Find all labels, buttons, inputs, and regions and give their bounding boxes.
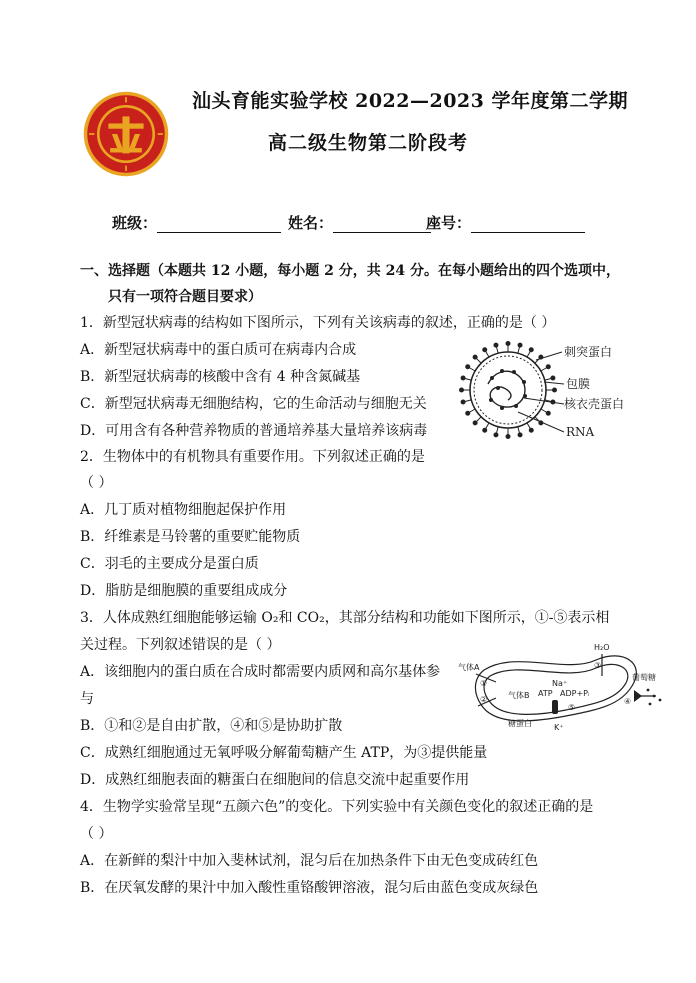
q4-stem: 4．生物学实验常呈现“五颜六色”的变化。下列实验中有关颜色变化的叙述正确的是 — [80, 799, 594, 815]
class-field[interactable] — [112, 212, 281, 233]
label-atp: ATP — [538, 689, 553, 698]
q3-option-a[interactable]: A．该细胞内的蛋白质在合成时都需要内质网和高尔基体参 — [80, 664, 441, 680]
class-label: 班级： — [112, 214, 158, 232]
spike-protein-head — [518, 433, 522, 437]
q2-option-a[interactable]: A．几丁质对植物细胞起保护作用 — [80, 502, 287, 518]
spike-protein-mark — [486, 351, 490, 357]
q3-stem-cont: 关过程。下列叙述错误的是（ ） — [80, 637, 281, 653]
q3-option-b[interactable]: B．①和②是自由扩散，④和⑤是协助扩散 — [80, 718, 343, 734]
spike-protein-head — [460, 388, 464, 392]
spike-protein-head — [461, 400, 465, 404]
label-gas-a: 气体A — [458, 663, 480, 672]
name-label: 姓名： — [288, 214, 334, 232]
spike-protein-mark — [518, 347, 520, 354]
q3-stem: 3．人体成熟红细胞能够运输 O₂和 CO₂，其部分结构和功能如下图所示，①-⑤表示相 — [80, 610, 610, 626]
spike-protein-mark — [476, 417, 481, 422]
q1-option-b[interactable]: B．新型冠状病毒的核酸中含有 4 种含氮碱基 — [80, 369, 361, 385]
q3-option-a-cont: 与 — [80, 691, 94, 707]
seat-label: 座号： — [426, 214, 472, 232]
exam-title-line2: 高二级生物第二阶段考 — [268, 132, 469, 154]
q4-option-b[interactable]: B．在厌氧发酵的果汁中加入酸性重铬酸钾溶液，混匀后由蓝色变成灰绿色 — [80, 880, 539, 896]
spike-protein-head — [506, 342, 510, 346]
q2-option-b[interactable]: B．纤维素是马铃薯的重要贮能物质 — [80, 529, 301, 545]
exam-title-line1: 汕头育能实验学校 2022—2023 学年度第二学期 — [192, 90, 628, 112]
spike-protein-mark — [545, 378, 552, 380]
q3-option-d[interactable]: D．成熟红细胞表面的糖蛋白在细胞间的信息交流中起重要作用 — [80, 772, 470, 788]
spike-protein-head — [494, 343, 498, 347]
spike-protein-mark — [476, 358, 481, 363]
label-step-1: ① — [480, 679, 488, 688]
label-water: H₂O — [594, 643, 610, 652]
label-gas-b: 气体B — [508, 691, 530, 700]
spike-protein-mark — [465, 378, 472, 380]
label-rna: RNA — [566, 425, 595, 439]
q2-option-d[interactable]: D．脂肪是细胞膜的重要组成成分 — [80, 583, 288, 599]
spike-protein-mark — [527, 351, 531, 357]
spike-protein-mark — [527, 423, 531, 429]
label-k: K⁺ — [554, 723, 564, 732]
label-glucose: 葡萄糖 — [632, 673, 656, 682]
spike-protein-mark — [541, 368, 547, 372]
spike-protein-head — [483, 348, 487, 352]
q1-option-c[interactable]: C．新型冠状病毒无细胞结构，它的生命活动与细胞无关 — [80, 396, 427, 412]
label-adp-pi: ADP+Pᵢ — [560, 689, 590, 698]
q2-option-c[interactable]: C．羽毛的主要成分是蛋白质 — [80, 556, 259, 572]
spike-protein-head — [466, 365, 470, 369]
label-spike-protein: 刺突蛋白 — [564, 345, 613, 359]
label-envelope: 包膜 — [566, 377, 591, 391]
spike-protein-head — [546, 365, 550, 369]
spike-protein-head — [473, 355, 477, 359]
section-heading-cont: 只有一项符合题目要求） — [108, 289, 262, 305]
spike-protein-mark — [496, 427, 498, 434]
seat-field[interactable] — [426, 212, 585, 233]
label-glycoprotein: 糖蛋白 — [508, 719, 532, 728]
spike-protein-head — [466, 411, 470, 415]
label-capsid-protein: 核衣壳蛋白 — [564, 397, 625, 411]
q1-option-d[interactable]: D．可用含有各种营养物质的普通培养基大量培养该病毒 — [80, 423, 428, 439]
label-step-3: ③ — [594, 661, 602, 670]
spike-protein-head — [518, 343, 522, 347]
spike-protein-mark — [496, 347, 498, 354]
spike-protein-head — [551, 376, 555, 380]
q3-option-c[interactable]: C．成熟红细胞通过无氧呼吸分解葡萄糖产生 ATP，为③提供能量 — [80, 745, 488, 761]
spike-protein-head — [553, 388, 557, 392]
red-blood-cell-diagram — [456, 640, 664, 738]
spike-protein-head — [506, 435, 510, 439]
spike-protein-mark — [486, 423, 490, 429]
label-step-2: ② — [480, 695, 488, 704]
spike-protein-mark — [465, 400, 472, 402]
name-field[interactable] — [288, 212, 431, 233]
label-step-5: ⑤ — [568, 703, 576, 712]
q2-stem: 2．生物体中的有机物具有重要作用。下列叙述正确的是 — [80, 449, 425, 465]
class-blank[interactable] — [157, 216, 281, 233]
spike-protein-head — [529, 428, 533, 432]
name-blank[interactable] — [333, 216, 431, 233]
section-heading: 一、选择题（本题共 12 小题，每小题 2 分，共 24 分。在每小题给出的四个选项中， — [80, 263, 620, 279]
label-na: Na⁺ — [552, 679, 568, 688]
spike-protein-mark — [469, 409, 475, 413]
spike-protein-head — [473, 421, 477, 425]
q1-option-a[interactable]: A．新型冠状病毒中的蛋白质可在病毒内合成 — [80, 342, 357, 358]
spike-protein-mark — [541, 409, 547, 413]
seat-blank[interactable] — [471, 216, 585, 233]
label-step-4: ④ — [624, 697, 632, 706]
virus-diagram — [458, 338, 638, 444]
q4-option-a[interactable]: A．在新鲜的梨汁中加入斐林试剂，混匀后在加热条件下由无色变成砖红色 — [80, 853, 539, 869]
spike-protein-head — [529, 348, 533, 352]
spike-protein-head — [546, 411, 550, 415]
school-seal-icon — [82, 90, 170, 178]
q1-stem: 1．新型冠状病毒的结构如下图所示，下列有关该病毒的叙述，正确的是（ ） — [80, 315, 556, 331]
spike-protein-mark — [469, 368, 475, 372]
q2-stem-cont: （ ） — [80, 475, 113, 491]
spike-protein-head — [483, 428, 487, 432]
spike-protein-mark — [518, 427, 520, 434]
spike-protein-head — [461, 376, 465, 380]
spike-protein-head — [494, 433, 498, 437]
q4-stem-cont: （ ） — [80, 826, 113, 842]
